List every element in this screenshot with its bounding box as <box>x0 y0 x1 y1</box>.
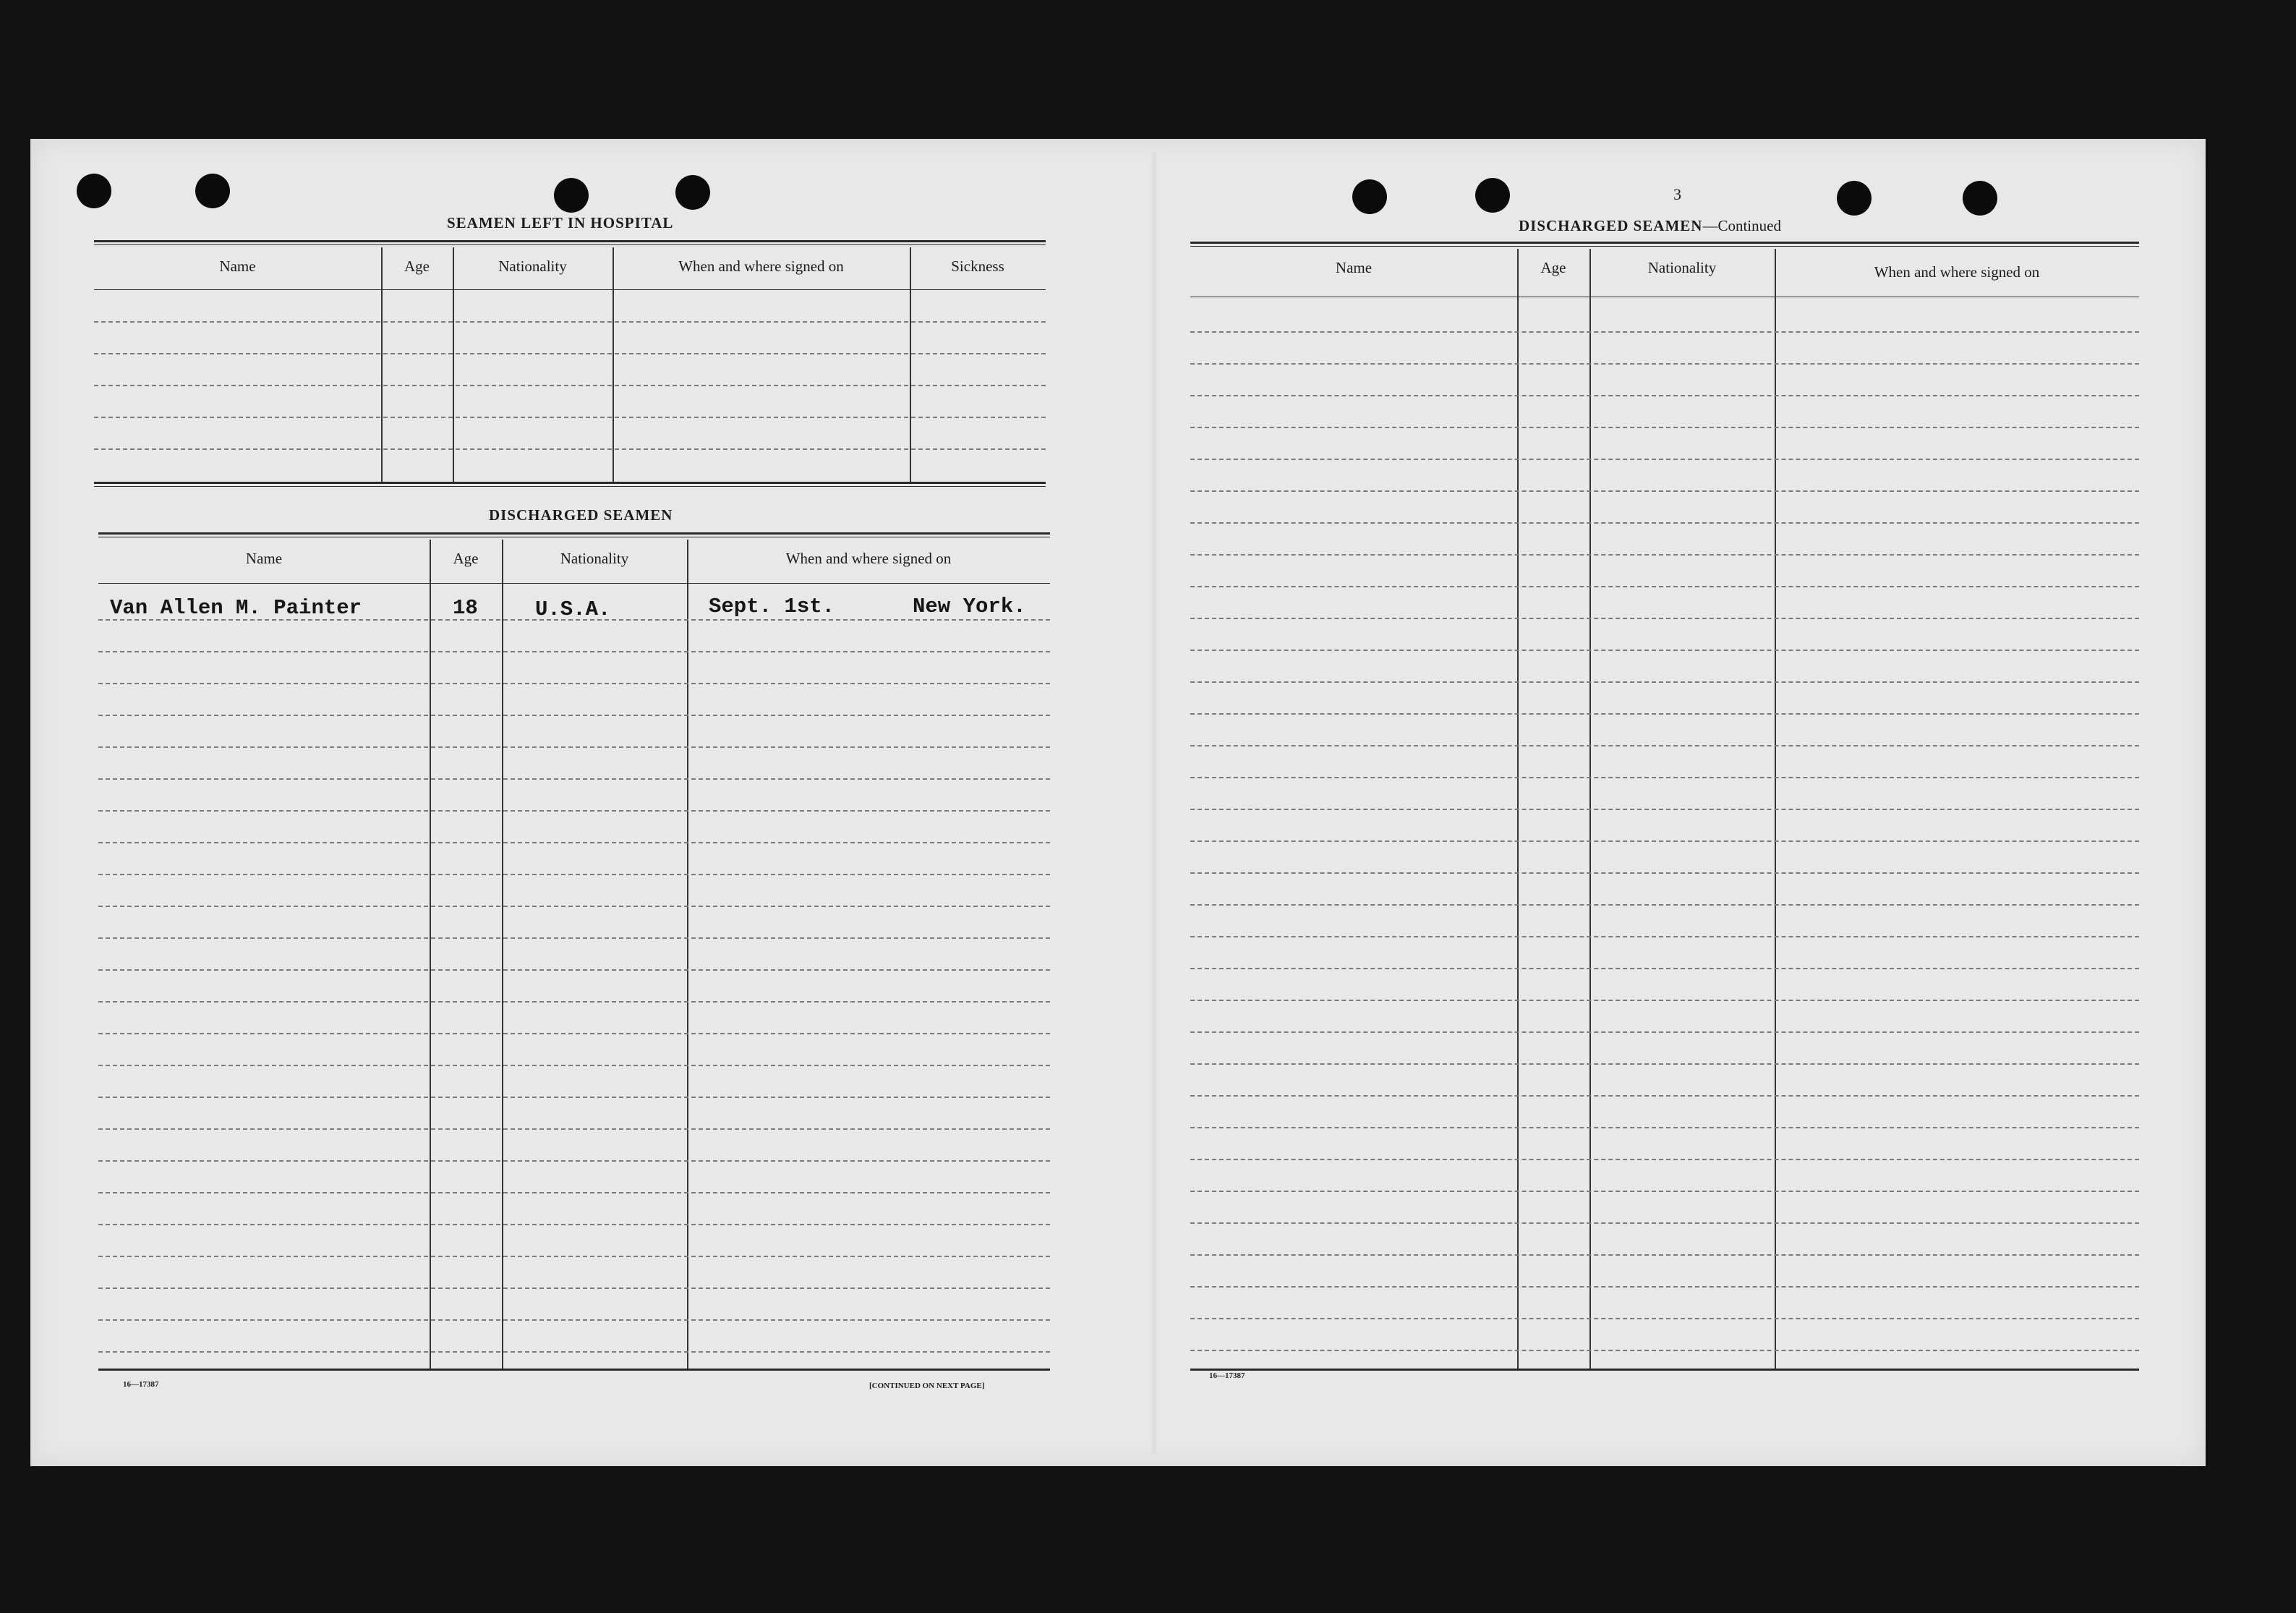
table-row <box>1190 1031 2139 1033</box>
column-header-nationality: Nationality <box>1647 259 1717 276</box>
column-header-signed-on: When and where signed on <box>678 258 844 275</box>
table-row <box>98 1224 1050 1225</box>
entry-age: 18 <box>453 596 478 620</box>
center-fold <box>1150 152 1158 1454</box>
table-row <box>98 1097 1050 1098</box>
table-row <box>1190 936 2139 937</box>
punch-hole <box>1837 181 1872 216</box>
table-row <box>1190 1000 2139 1001</box>
table-row <box>98 810 1050 812</box>
table-row <box>1190 427 2139 428</box>
table-row <box>1190 840 2139 842</box>
table-top-rule <box>1190 242 2139 244</box>
table-row <box>1190 554 2139 556</box>
table-bottom-rule <box>94 486 1046 487</box>
punch-hole <box>554 178 589 213</box>
title-main: DISCHARGED SEAMEN <box>1519 217 1703 234</box>
column-header-age: Age <box>404 258 430 275</box>
table-row <box>1190 904 2139 906</box>
punch-hole <box>1963 181 1997 216</box>
table-row <box>1190 363 2139 365</box>
header-bottom-rule <box>98 583 1050 584</box>
column-header-signed-on: When and where signed on <box>1874 263 2040 281</box>
table-row <box>98 906 1050 907</box>
table-row <box>1190 1127 2139 1128</box>
table-row <box>1190 777 2139 778</box>
table-row <box>1190 1095 2139 1097</box>
table-row <box>1190 1159 2139 1160</box>
table-row <box>98 874 1050 875</box>
column-header-nationality: Nationality <box>560 550 629 567</box>
table-row <box>98 969 1050 971</box>
table-row <box>98 1351 1050 1353</box>
column-header-age: Age <box>1540 259 1566 276</box>
table-row <box>98 1160 1050 1162</box>
table-row <box>1190 522 2139 524</box>
form-number-right: 16—17387 <box>1209 1371 1245 1380</box>
punch-hole <box>1475 178 1510 213</box>
table-row <box>1190 618 2139 619</box>
discharged-table <box>98 532 1050 1373</box>
table-row <box>94 385 1046 386</box>
column-divider <box>613 247 614 482</box>
table-row <box>1190 1286 2139 1288</box>
entry-nationality: U.S.A. <box>535 597 611 621</box>
table-row <box>98 1288 1050 1289</box>
table-row <box>98 715 1050 716</box>
table-row <box>1190 809 2139 810</box>
table-top-rule <box>98 532 1050 535</box>
discharged-continued-table <box>1190 242 2139 1374</box>
entry-signed-place: New York. <box>913 595 1026 618</box>
table-row <box>94 417 1046 418</box>
column-divider <box>502 540 503 1369</box>
table-row <box>1190 1318 2139 1319</box>
header-bottom-rule <box>94 289 1046 290</box>
page-number: 3 <box>1673 185 1681 203</box>
column-header-age: Age <box>453 550 479 567</box>
table-row <box>98 1192 1050 1193</box>
table-bottom-rule <box>94 482 1046 484</box>
table-row <box>1190 681 2139 683</box>
column-divider <box>381 247 383 482</box>
table-row <box>1190 745 2139 746</box>
table-row <box>1190 1222 2139 1224</box>
discharged-section-title: DISCHARGED SEAMEN <box>489 506 673 524</box>
table-row <box>1190 872 2139 874</box>
column-header-signed-on: When and where signed on <box>785 550 952 567</box>
hospital-section-title: SEAMEN LEFT IN HOSPITAL <box>447 214 674 231</box>
title-suffix: —Continued <box>1702 217 1781 234</box>
table-row <box>1190 490 2139 492</box>
table-row <box>98 778 1050 780</box>
table-row <box>98 1033 1050 1034</box>
table-row <box>98 842 1050 843</box>
table-top-rule <box>1190 246 2139 247</box>
table-row <box>98 746 1050 748</box>
table-bottom-rule <box>98 1369 1050 1371</box>
table-row <box>1190 650 2139 651</box>
entry-signed-date: Sept. 1st. <box>709 595 835 618</box>
entry-name: Van Allen M. Painter <box>110 596 362 620</box>
column-divider <box>687 540 688 1369</box>
table-row <box>98 1065 1050 1066</box>
punch-hole <box>675 175 710 210</box>
column-header-nationality: Nationality <box>498 258 567 275</box>
column-divider <box>430 540 431 1369</box>
table-row <box>98 1319 1050 1321</box>
punch-hole <box>77 174 111 208</box>
table-row <box>1190 395 2139 396</box>
table-row <box>1190 1254 2139 1256</box>
table-row <box>1190 1063 2139 1065</box>
hospital-table <box>94 240 1046 488</box>
column-divider <box>453 247 454 482</box>
form-number: 16—17387 <box>123 1380 159 1389</box>
table-row <box>1190 459 2139 460</box>
table-row <box>98 651 1050 652</box>
table-row <box>1190 1191 2139 1192</box>
table-row <box>1190 968 2139 969</box>
column-header-name: Name <box>1335 259 1373 276</box>
column-header-name: Name <box>219 258 256 275</box>
discharged-continued-title <box>1519 217 1781 235</box>
table-top-rule <box>94 240 1046 242</box>
table-row <box>98 1128 1050 1130</box>
table-row <box>98 1256 1050 1257</box>
table-row <box>94 448 1046 450</box>
continued-note: [CONTINUED ON NEXT PAGE] <box>869 1382 985 1390</box>
punch-hole <box>1352 179 1387 214</box>
table-row <box>1190 331 2139 333</box>
table-row <box>98 683 1050 684</box>
table-row <box>1190 713 2139 715</box>
column-header-name: Name <box>245 550 283 567</box>
table-row <box>94 353 1046 354</box>
column-divider <box>910 247 911 482</box>
punch-hole <box>195 174 230 208</box>
table-row <box>98 1001 1050 1003</box>
table-top-rule <box>94 244 1046 245</box>
table-row <box>94 321 1046 323</box>
table-row <box>98 937 1050 939</box>
table-row <box>1190 1350 2139 1351</box>
table-row <box>1190 586 2139 587</box>
table-bottom-rule <box>1190 1369 2139 1371</box>
column-header-sickness: Sickness <box>951 258 1004 275</box>
